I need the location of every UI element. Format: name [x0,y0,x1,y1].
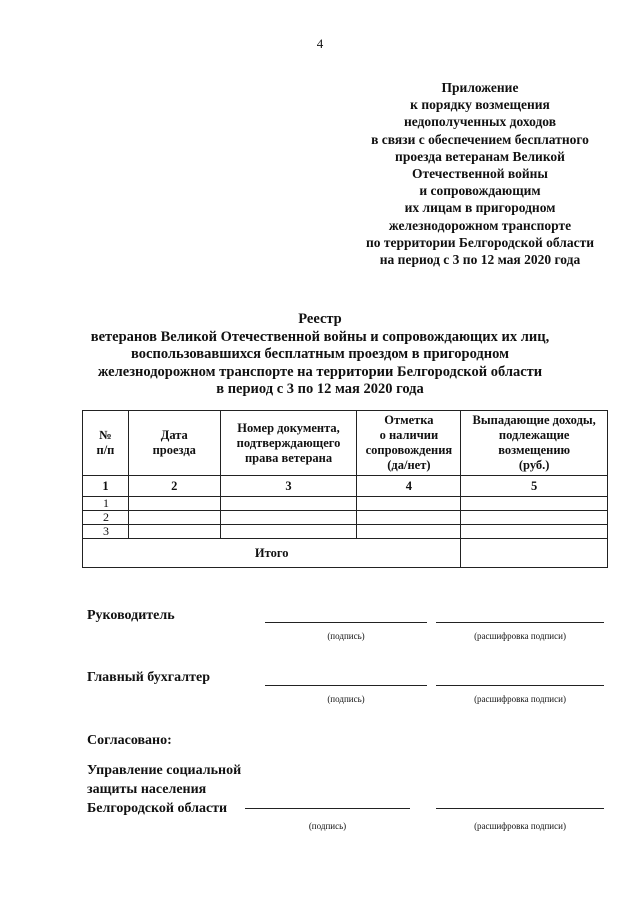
social-decode-hint: (расшифровка подписи) [474,821,566,831]
table-cell [357,525,461,539]
table-row [83,497,608,511]
head-label: Руководитель [87,608,175,623]
social-label-line: Белгородской области [87,801,228,816]
table-cell [357,511,461,525]
row-index: 1 [83,497,129,511]
registry-title-line: воспользовавшихся бесплатным проездом в пригородном [131,346,509,363]
appendix-line: Отечественной войны [412,166,548,182]
head-sign-hint: (подпись) [327,631,365,641]
table-cell [128,497,220,511]
table-cell [461,497,608,511]
table-header-row [83,411,608,476]
appendix-header [330,79,630,268]
appendix-line: к порядку возмещения [410,97,550,113]
column-number-cell: 2 [128,476,220,497]
agreed-label: Согласовано: [87,733,172,748]
social-department-label [87,761,241,818]
total-label: Итого [83,539,461,568]
table-cell [220,497,357,511]
header-cell-escort: Отметка о наличии сопровождения (да/нет) [357,411,461,476]
social-sign-hint: (подпись) [308,821,347,831]
head-decode-hint: (расшифровка подписи) [474,631,566,641]
row-index: 2 [83,511,129,525]
total-row [83,539,608,568]
appendix-line: недополученных доходов [403,114,557,130]
table-cell [128,525,220,539]
table-cell [220,525,357,539]
social-decode-line [436,808,604,809]
table-row [83,525,608,539]
head-decode-line [436,622,604,623]
appendix-line: в связи с обеспечением бесплатного [371,131,589,147]
social-signature-line [245,808,410,809]
head-signature-line [265,622,427,623]
table-cell [128,511,220,525]
column-number-cell: 4 [357,476,461,497]
appendix-line: и сопровождающим [419,183,541,199]
appendix-line: на период с 3 по 12 мая 2020 года [379,252,581,268]
accountant-label: Главный бухгалтер [87,670,210,685]
accountant-sign-hint: (подпись) [327,694,365,704]
table-cell [220,511,357,525]
accountant-decode-hint: (расшифровка подписи) [474,694,566,704]
header-cell-income: Выпадающие доходы, подлежащие возмещению (руб.) [461,411,608,476]
column-number-cell: 3 [220,476,357,497]
table-row [83,511,608,525]
column-number-row [83,476,608,497]
table-cell [357,497,461,511]
header-cell-date: Дата проезда [128,411,220,476]
registry-title [60,311,580,399]
appendix-line: по территории Белгородской области [365,234,595,250]
social-label-line: Управление социальной [87,763,242,778]
column-number-cell: 5 [461,476,608,497]
table-cell [461,511,608,525]
registry-title-line: железнодорожном транспорте на территории Белгородской области [97,363,543,380]
appendix-line: Приложение [441,80,519,95]
registry-title-line: Реестр [298,311,342,327]
registry-table [82,410,608,568]
appendix-line: проезда ветеранам Великой [395,148,565,164]
registry-title-line: в период с 3 по 12 мая 2020 года [216,381,424,398]
table-cell [461,525,608,539]
social-label-line: защиты населения [87,782,207,797]
header-cell-document: Номер документа, подтверждающего права ветерана [220,411,357,476]
page-number: 4 [316,36,324,51]
header-cell-number: № п/п [83,411,129,476]
row-index: 3 [83,525,129,539]
registry-title-line: ветеранов Великой Отечественной войны и сопровождающих их лиц, [90,328,550,345]
accountant-decode-line [436,685,604,686]
column-number-cell: 1 [83,476,129,497]
accountant-signature-line [265,685,427,686]
appendix-line: железнодорожном транспорте [388,217,572,233]
total-value-cell [461,539,608,568]
appendix-line: их лицам в пригородном [404,200,556,216]
